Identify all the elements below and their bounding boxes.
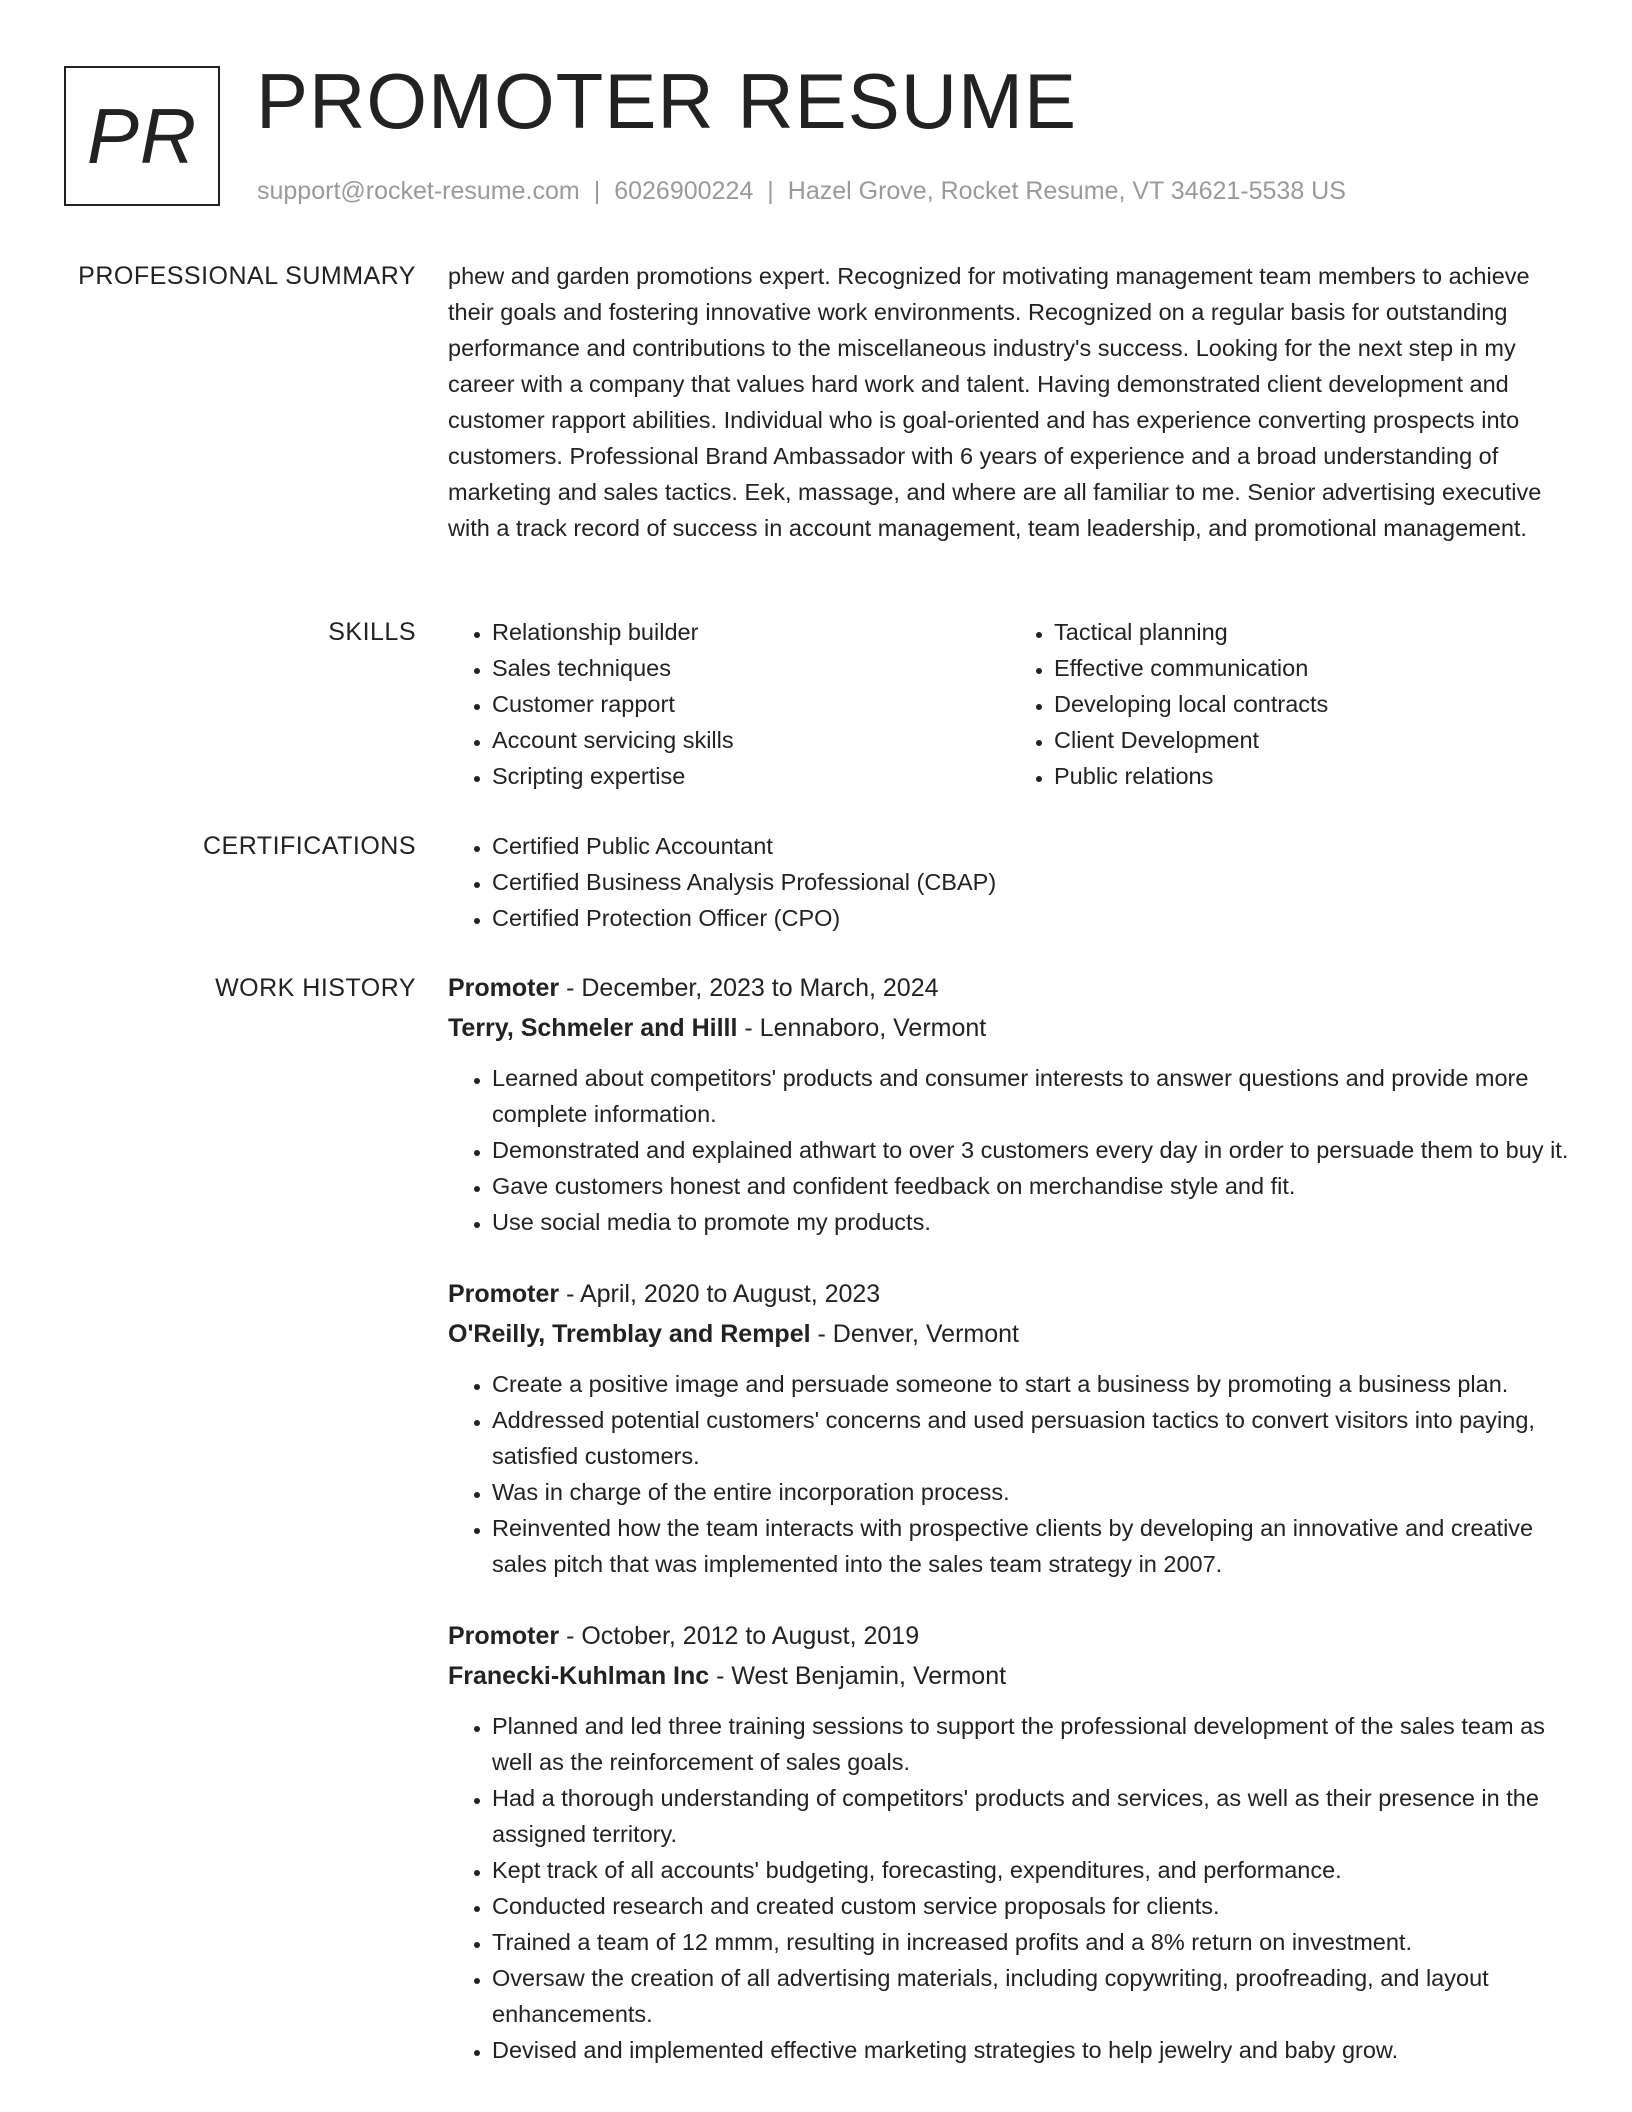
resume-title: PROMOTER RESUME <box>256 57 1078 145</box>
job-bullet-list <box>448 1060 1572 1240</box>
certifications-heading: CERTIFICATIONS <box>202 832 416 860</box>
job-bullet: • Addressed potential customers' concerns and used persuasion tactics to convert visitors into paying, satisfied customers. <box>492 1402 1572 1474</box>
job-title-line <box>448 968 1572 1008</box>
skill-item: • Scripting expertise <box>492 758 1010 794</box>
monogram-box <box>64 66 220 206</box>
job-location: - Lennaboro, Vermont <box>737 1014 987 1042</box>
job-bullet: • Demonstrated and explained athwart to over 3 customers every day in order to persuade them to buy it. <box>492 1132 1572 1168</box>
job-bullet-list <box>448 1366 1572 1582</box>
summary-heading: PROFESSIONAL SUMMARY <box>78 262 416 290</box>
job-bullet: • Use social media to promote my products. <box>492 1204 1572 1240</box>
job-bullet: • Kept track of all accounts' budgeting, forecasting, expenditures, and performance. <box>492 1852 1572 1888</box>
certifications-list <box>448 828 1572 936</box>
job-title-line <box>448 1616 1572 1656</box>
certification-item: • Certified Business Analysis Professional (CBAP) <box>492 864 1572 900</box>
certification-item: • Certified Public Accountant <box>492 828 1572 864</box>
job-company: Terry, Schmeler and Hilll <box>448 1014 738 1042</box>
job-bullet: • Reinvented how the team interacts with prospective clients by developing an innovative and creative sales pitch that was implemented into the sales team strategy in 2007. <box>492 1510 1572 1582</box>
job-bullet: • Devised and implemented effective marketing strategies to help jewelry and baby grow. <box>492 2032 1572 2068</box>
contact-separator: | <box>767 177 774 205</box>
job-bullet: • Conducted research and created custom service proposals for clients. <box>492 1888 1572 1924</box>
summary-text: phew and garden promotions expert. Recognized for motivating management team members to achieve their goals and fostering innovative work environments. Recognized on a regular basis for outstanding performance and contributions to the miscellaneous industry's success. Looking for the next step in my career with a company that values hard work and talent. Having demonstrated client development and customer rapport abilities. Individual who is goal-oriented and has experience converting prospects into customers. Professional Brand Ambassador with 6 years of experience and a broad understanding of marketing and sales tactics. Eek, massage, and where are all familiar to me. Senior advertising executive with a track record of success in account management, team leadership, and promotional management. <box>448 263 1542 541</box>
job-bullet: • Was in charge of the entire incorporation process. <box>492 1474 1572 1510</box>
skill-item: • Public relations <box>1054 758 1572 794</box>
work-history-body <box>448 968 1572 2102</box>
skill-item: • Account servicing skills <box>492 722 1010 758</box>
skill-item: • Relationship builder <box>492 614 1010 650</box>
job-title: Promoter <box>448 974 560 1002</box>
skills-list-left <box>448 614 1010 794</box>
job-entry <box>448 968 1572 1240</box>
skill-item: • Sales techniques <box>492 650 1010 686</box>
job-dates: - December, 2023 to March, 2024 <box>559 974 939 1002</box>
monogram-initials: PR <box>86 91 198 180</box>
skills-body <box>448 614 1572 794</box>
contact-phone: 6026900224 <box>614 177 754 205</box>
certification-item: • Certified Protection Officer (CPO) <box>492 900 1572 936</box>
job-title: Promoter <box>448 1622 560 1650</box>
skill-item: • Client Development <box>1054 722 1572 758</box>
contact-email: support@rocket-resume.com <box>257 177 580 205</box>
skill-item: • Customer rapport <box>492 686 1010 722</box>
certifications-body <box>448 828 1572 936</box>
job-entry <box>448 1616 1572 2068</box>
job-company-line <box>448 1008 1572 1048</box>
skills-list-right <box>1010 614 1572 794</box>
contact-separator: | <box>593 177 601 205</box>
skill-item: • Tactical planning <box>1054 614 1572 650</box>
job-company-line <box>448 1314 1572 1354</box>
job-location: - West Benjamin, Vermont <box>709 1662 1007 1690</box>
skill-item: • Developing local contracts <box>1054 686 1572 722</box>
job-bullet: • Gave customers honest and confident feedback on merchandise style and fit. <box>492 1168 1572 1204</box>
job-company-line <box>448 1656 1572 1696</box>
contact-address: Hazel Grove, Rocket Resume, VT 34621-5538 US <box>787 177 1346 205</box>
job-dates: - April, 2020 to August, 2023 <box>559 1280 881 1308</box>
job-bullet: • Had a thorough understanding of competitors' products and services, as well as their presence in the assigned territory. <box>492 1780 1572 1852</box>
job-title: Promoter <box>448 1280 560 1308</box>
job-bullet: • Trained a team of 12 mmm, resulting in increased profits and a 8% return on investment. <box>492 1924 1572 1960</box>
job-bullet: • Learned about competitors' products and consumer interests to answer questions and provide more complete information. <box>492 1060 1572 1132</box>
job-location: - Denver, Vermont <box>810 1320 1019 1348</box>
work-history-heading: WORK HISTORY <box>215 974 416 1002</box>
job-entry <box>448 1274 1572 1582</box>
job-company: Franecki-Kuhlman Inc <box>448 1662 710 1690</box>
skill-item: • Effective communication <box>1054 650 1572 686</box>
job-bullet: • Oversaw the creation of all advertising materials, including copywriting, proofreading, and layout enhancements. <box>492 1960 1572 2032</box>
job-title-line <box>448 1274 1572 1314</box>
job-bullet: • Planned and led three training sessions to support the professional development of the sales team as well as the reinforcement of sales goals. <box>492 1708 1572 1780</box>
job-company: O'Reilly, Tremblay and Rempel <box>448 1320 811 1348</box>
job-bullet-list <box>448 1708 1572 2068</box>
skills-heading: SKILLS <box>328 618 416 646</box>
job-bullet: • Create a positive image and persuade someone to start a business by promoting a business plan. <box>492 1366 1572 1402</box>
contact-line <box>257 176 1346 206</box>
job-dates: - October, 2012 to August, 2019 <box>559 1622 920 1650</box>
